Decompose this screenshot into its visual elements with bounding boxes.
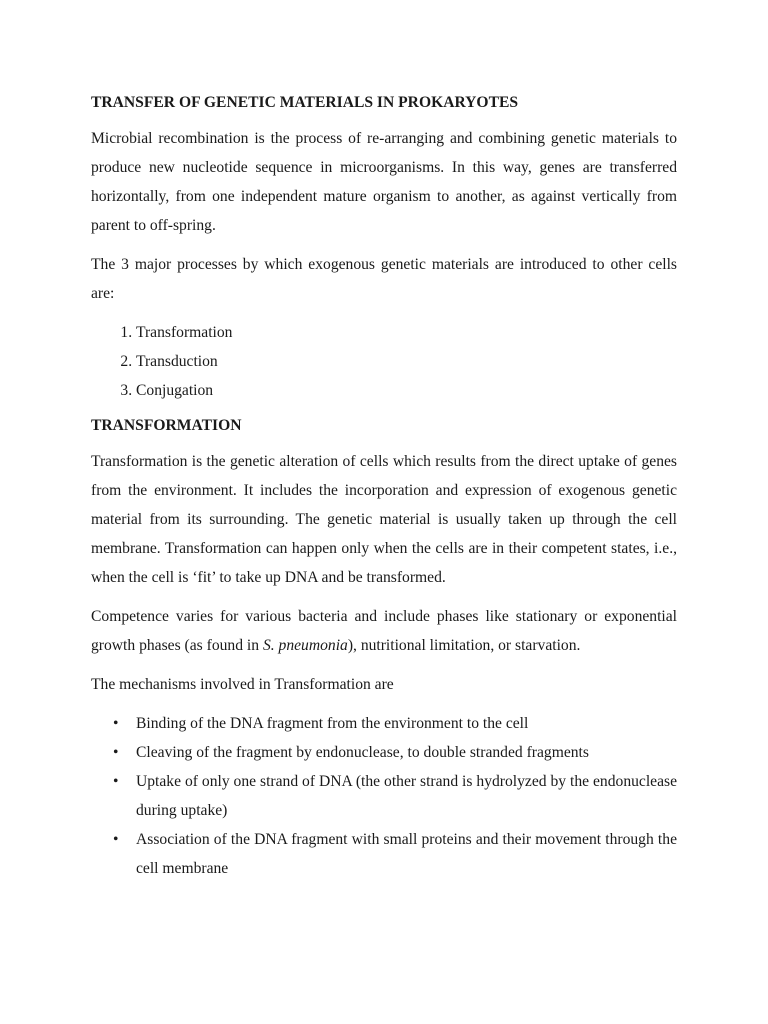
competence-text-before: Competence varies for various bacteria and include phases like stationary or exponential growth phases (as found in bbox=[91, 608, 677, 654]
processes-intro: The 3 major processes by which exogenous genetic materials are introduced to other cells are: bbox=[91, 256, 677, 302]
transformation-paragraph: Transformation is the genetic alteration of cells which results from the direct uptake of genes from the environment. It includes the incorporation and expression of exogenous genetic material from its surrounding. The genetic material is usually taken up through the cell membrane. Transformation can happen only when the cells are in their competent states, i.e., when the cell is ‘fit’ to take up DNA and be transformed. bbox=[91, 453, 677, 586]
mechanism-item: • Cleaving of the fragment by endonuclease, to double stranded fragments bbox=[136, 738, 677, 767]
section-heading-transformation: TRANSFORMATION bbox=[91, 417, 242, 434]
process-item: 2. Transduction bbox=[136, 347, 677, 376]
document-page bbox=[91, 92, 677, 893]
mechanism-item: • Uptake of only one strand of DNA (the other strand is hydrolyzed by the endonuclease during uptake) bbox=[136, 767, 677, 825]
mechanisms-intro: The mechanisms involved in Transformation are bbox=[91, 676, 394, 693]
competence-text-after: ), nutritional limitation, or starvation. bbox=[347, 637, 581, 654]
process-item: 3. Conjugation bbox=[136, 376, 677, 405]
mechanism-item: • Association of the DNA fragment with small proteins and their movement through the cell membrane bbox=[136, 825, 677, 883]
competence-paragraph bbox=[91, 602, 677, 660]
mechanism-item: • Binding of the DNA fragment from the environment to the cell bbox=[136, 709, 677, 738]
organism-name: S. pneumonia bbox=[262, 637, 348, 654]
document-title: TRANSFER OF GENETIC MATERIALS IN PROKARYOTES bbox=[91, 94, 519, 111]
process-item: 1. Transformation bbox=[136, 318, 677, 347]
intro-paragraph: Microbial recombination is the process of re-arranging and combining genetic materials to produce new nucleotide sequence in microorganisms. In this way, genes are transferred horizontally, from one independent mature organism to another, as against vertically from parent to off-spring. bbox=[91, 130, 677, 234]
mechanisms-list bbox=[91, 709, 677, 883]
processes-list bbox=[91, 318, 677, 405]
